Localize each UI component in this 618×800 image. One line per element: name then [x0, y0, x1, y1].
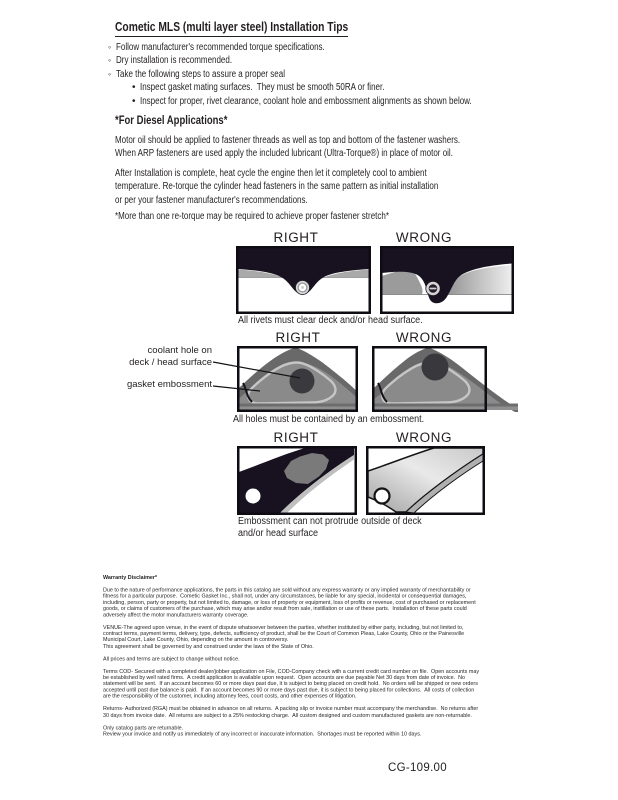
- figure2-caption: All holes must be contained by an embossment.: [233, 414, 425, 425]
- warranty-disclaimer-heading: Warranty Disclaimer*: [103, 574, 158, 580]
- figure1-right-label: RIGHT: [273, 230, 319, 245]
- figure1-right-diagram: [236, 246, 371, 314]
- tip-bullet: ◦ Dry installation is recommended.: [108, 55, 233, 67]
- figure3-caption: Embossment can not protrude outside of deck and/or head surface: [238, 516, 422, 540]
- disclaimer-paragraph: All prices and terms are subject to change without notice.: [103, 655, 240, 662]
- figure3-wrong-label: WRONG: [395, 430, 453, 445]
- figure1-caption: All rivets must clear deck and/or head surface.: [238, 315, 423, 326]
- coolant-hole-annotation: coolant hole on deck / head surface: [129, 345, 212, 368]
- figure3-wrong-diagram: [366, 446, 485, 515]
- figure1-wrong-diagram: [380, 246, 514, 314]
- tip-bullet: ◦ Take the following steps to assure a proper seal: [108, 68, 285, 80]
- bolt-hole: [375, 489, 390, 504]
- figure1-wrong-label: WRONG: [395, 230, 453, 245]
- disclaimer-paragraph: Only catalog parts are returnable. Review your invoice and notify us immediately of any incorrect or inaccurate information. Shortages must be reported within 10 days.: [103, 724, 422, 737]
- tip-sub-bullet: • Inspect gasket mating surfaces. They must be smooth 50RA or finer.: [132, 82, 385, 94]
- page-title: Cometic MLS (multi layer steel) Installation Tips: [115, 19, 410, 37]
- figure2-wrong-label: WRONG: [395, 330, 453, 345]
- figure3-right-label: RIGHT: [273, 430, 319, 445]
- disclaimer-paragraph: VENUE-The agreed upon venue, in the event of dispute whatsoever between the parties, whether instituted by either party, including, but not limited to, contract terms, payment terms, delivery, type, defects, sufficiency of product, shall be the Court of Common Pleas, Lake County, Ohio or the Painesville Municipal Court, Lake County, Ohio, depending on the amount in controversy. This agreement shall be governed by and construed under the laws of the State of Ohio.: [103, 624, 465, 649]
- figure3-right-diagram: [237, 446, 357, 515]
- open-bullet-icon: ◦: [108, 55, 112, 66]
- annotation-leader-lines: [208, 352, 308, 397]
- disclaimer-paragraph: Due to the nature of performance applications, the parts in this catalog are sold without any express warranty or any implied warranty of merchantability or fitness for a particular purpose. Cometic Gasket Inc., shall not, under any circumstances, be liable for any special, incidental or consequential damages, including, person, party or property, but not limited to, damage, or loss of property or equipment, loss of profits or revenue, cost of purchased or replacement goods, or claims of customers of the purchase, which may arise and/or result from sale, instillation or use of these parts. Installation of these parts could adversely affect the motor manufacturers warranty coverage.: [103, 586, 476, 618]
- bolt-hole: [246, 489, 261, 504]
- figure2-right-label: RIGHT: [275, 330, 321, 345]
- coolant-hole: [422, 354, 449, 381]
- disclaimer-paragraph: Terms COD- Secured with a completed dealer/jobber application on File, COD-Company check with a current credit card number on file. Open accounts may be established by well rated firms. A credit application is available upon request. Open accounts are due payable Net 30 days from date of invoice. No statement will be sent. If an account becomes 60 or more days past due, it is subject to being placed on credit hold. No orders will be shipped or new orders accepted until past due balance is paid. If an account becomes 90 or more days past due, it is subject to being placed for collections. All costs of collection are the responsibility of the customer, including attorney fees, court costs, and other expenses of litigation.: [103, 667, 480, 700]
- tip-sub-bullet: • Inspect for proper, rivet clearance, coolant hole and embossment alignments as shown below.: [132, 95, 472, 107]
- figure2-wrong-diagram: [372, 346, 520, 412]
- page-number: CG-109.00: [388, 762, 447, 774]
- diesel-paragraph-1: Motor oil should be applied to fastener threads as well as top and bottom of the fastener washers. When ARP fasteners are used apply the included lubricant (Ultra-Torque®) in place of motor oil.: [115, 135, 461, 160]
- filled-bullet-icon: •: [132, 82, 136, 94]
- open-bullet-icon: ◦: [108, 68, 112, 79]
- rivet-icon: [426, 281, 440, 295]
- open-bullet-icon: ◦: [108, 42, 112, 52]
- diesel-applications-heading: *For Diesel Applications*: [115, 113, 228, 127]
- diesel-paragraph-2: After Installation is complete, heat cycle the engine then let it completely cool to ambient temperature. Re-torque the cylinder head fasteners in the same pattern as initial installation or per your fastener manufacturer's recommendations.: [115, 168, 439, 206]
- installation-tips-list: [108, 41, 555, 108]
- rivet-icon: [296, 281, 310, 295]
- filled-bullet-icon: •: [132, 95, 136, 107]
- gasket-embossment-annotation: gasket embossment: [126, 379, 212, 390]
- retorque-note: *More than one re-torque may be required to achieve proper fastener stretch*: [115, 211, 389, 222]
- tip-bullet: ◦ Follow manufacturer's recommended torque specifications.: [108, 42, 325, 53]
- warranty-disclaimer: [103, 574, 523, 737]
- disclaimer-paragraph: Returns- Authorized (RGA) must be obtained in advance on all returns. A packing slip or invoice number must accompany the merchandise. No returns after 30 days from invoice date. All returns are subject to a 25% restocking charge. All custom designed and custom manufactured gaskets are non-returnable.: [103, 705, 479, 718]
